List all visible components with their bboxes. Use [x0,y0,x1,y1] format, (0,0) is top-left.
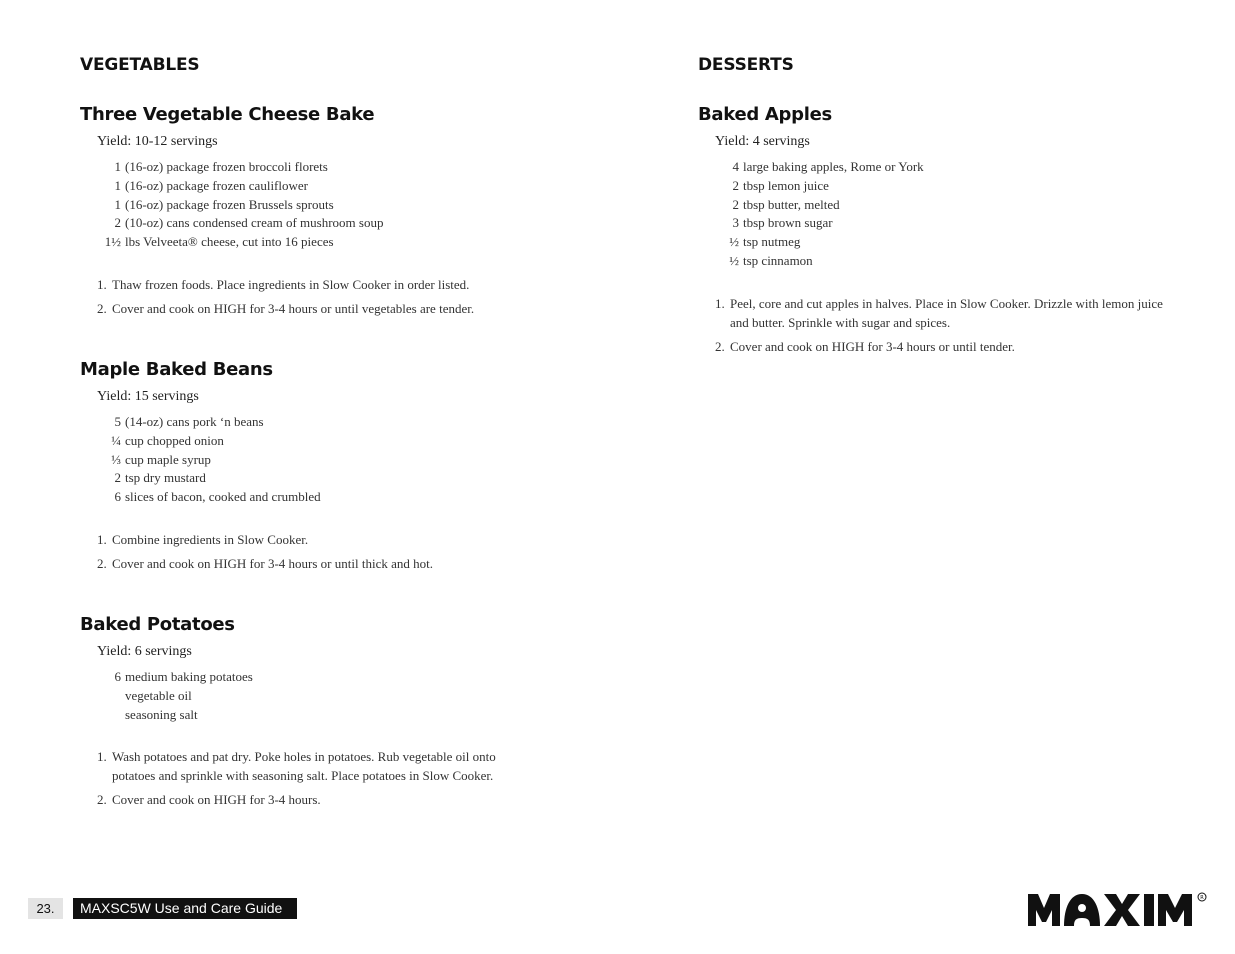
ingredient-qty: 4 [732,159,739,174]
ingredient-item [97,233,600,252]
ingredient-text: cup maple syrup [125,451,211,467]
ingredient-text: tsp cinnamon [743,252,813,268]
ingredient-item [715,158,1176,177]
ingredient-qty: 1 [114,177,121,193]
ingredient-text: tsp dry mustard [125,470,206,486]
ingredient-item [97,158,600,177]
ingredient-item [97,177,600,196]
step-item [97,299,600,318]
step-item [715,294,1176,332]
ingredient-item [97,413,600,432]
step-number: 2. [715,338,725,354]
ingredient-list [715,158,1176,271]
ingredient-qty: 6 [114,669,121,684]
step-text: Combine ingredients in Slow Cooker. [112,531,309,547]
ingredient-qty: 3 [732,215,739,231]
ingredient-item [97,451,600,470]
ingredient-text: slices of bacon, cooked and crumbled [125,489,321,505]
ingredient-text: (16-oz) package frozen cauliflower [125,177,308,193]
step-number: 1. [97,276,107,292]
step-item [97,530,600,549]
ingredient-item [97,488,600,507]
step-list [97,530,600,573]
ingredient-qty: 6 [114,489,121,505]
step-text: Cover and cook on HIGH for 3-4 hours or until vegetables are tender. [112,300,475,316]
ingredient-item [715,233,1176,252]
ingredient-text: tbsp brown sugar [743,215,833,231]
step-item [97,747,540,785]
svg-text:R: R [1200,895,1204,901]
ingredient-qty: 2 [732,196,739,212]
step-text: Cover and cook on HIGH for 3-4 hours or until thick and hot. [112,555,433,571]
recipe-baked-potatoes [80,614,540,814]
ingredient-text: lbs Velveeta® cheese, cut into 16 pieces [125,234,334,250]
ingredient-qty: 2 [732,177,739,193]
step-number: 1. [97,531,107,547]
section-title-vegetables: VEGETABLES [80,55,200,75]
ingredient-qty: ½ [729,252,739,268]
step-item [97,790,540,809]
recipe-yield: Yield: 6 servings [97,644,192,659]
ingredient-qty: 1 [114,159,121,174]
step-number: 1. [97,749,107,765]
ingredient-item [97,687,540,706]
ingredient-list [97,158,600,252]
ingredient-text: (14-oz) cans pork ‘n beans [125,414,264,429]
ingredient-qty [97,687,125,706]
ingredient-item [97,706,540,725]
ingredient-qty: ½ [729,234,739,250]
step-number: 2. [97,792,107,808]
ingredient-text: tbsp butter, melted [743,196,840,212]
recipe-three-vegetable-cheese-bake [80,104,600,323]
ingredient-item [97,469,600,488]
step-text: Wash potatoes and pat dry. Poke holes in potatoes. Rub vegetable oil onto potatoes and sprinkle with seasoning salt. Place potatoes in Slow Cooker. [112,749,496,784]
ingredient-item [715,214,1176,233]
ingredient-qty: 5 [114,414,121,429]
ingredient-item [97,196,600,215]
recipe-title: Baked Apples [698,104,832,125]
ingredient-list [97,668,540,724]
recipe-baked-apples [698,104,1176,361]
step-list [97,275,600,318]
recipe-maple-baked-beans [80,359,600,578]
ingredient-item [715,196,1176,215]
recipe-yield: Yield: 10-12 servings [97,134,218,149]
step-text: Thaw frozen foods. Place ingredients in Slow Cooker in order listed. [112,276,470,292]
recipe-yield: Yield: 15 servings [97,389,199,404]
step-item [97,275,600,294]
ingredient-qty: 2 [114,215,121,231]
recipe-title: Baked Potatoes [80,614,235,635]
ingredient-qty [97,706,125,725]
ingredient-item [97,214,600,233]
ingredient-text: large baking apples, Rome or York [743,159,924,174]
ingredient-item [97,668,540,687]
ingredient-item [715,177,1176,196]
ingredient-item [97,432,600,451]
step-list [715,294,1176,356]
ingredient-qty: 1½ [104,234,121,250]
step-number: 2. [97,555,107,571]
ingredient-text: cup chopped onion [125,432,224,448]
recipe-title: Maple Baked Beans [80,359,273,380]
recipe-yield: Yield: 4 servings [715,134,810,149]
ingredient-text: tbsp lemon juice [743,177,829,193]
ingredient-text: medium baking potatoes [125,669,253,684]
step-number: 1. [715,295,725,311]
ingredient-qty: 2 [114,470,121,486]
step-item [97,554,600,573]
ingredient-text: tsp nutmeg [743,234,801,250]
step-text: Cover and cook on HIGH for 3-4 hours or until tender. [730,338,1015,354]
ingredient-qty: ¼ [111,432,121,448]
step-item [715,337,1176,356]
page-number: 23. [28,898,63,919]
ingredient-qty: ⅓ [111,451,121,467]
recipe-title: Three Vegetable Cheese Bake [80,104,375,125]
ingredient-text: (16-oz) package frozen broccoli florets [125,159,328,174]
step-text: Cover and cook on HIGH for 3-4 hours. [112,792,321,808]
ingredient-text: (16-oz) package frozen Brussels sprouts [125,196,334,212]
ingredient-text: seasoning salt [125,706,198,722]
ingredient-text: (10-oz) cans condensed cream of mushroom soup [125,215,384,231]
guide-title-bar: MAXSC5W Use and Care Guide [73,898,297,919]
maxim-logo [1026,888,1210,930]
ingredient-qty: 1 [114,196,121,212]
step-text: Peel, core and cut apples in halves. Place in Slow Cooker. Drizzle with lemon juice and butter. Sprinkle with sugar and spices. [730,295,1163,330]
ingredient-item [715,252,1176,271]
ingredient-text: vegetable oil [125,687,192,703]
section-title-desserts: DESSERTS [698,55,794,75]
step-list [97,747,540,809]
ingredient-list [97,413,600,507]
step-number: 2. [97,300,107,316]
